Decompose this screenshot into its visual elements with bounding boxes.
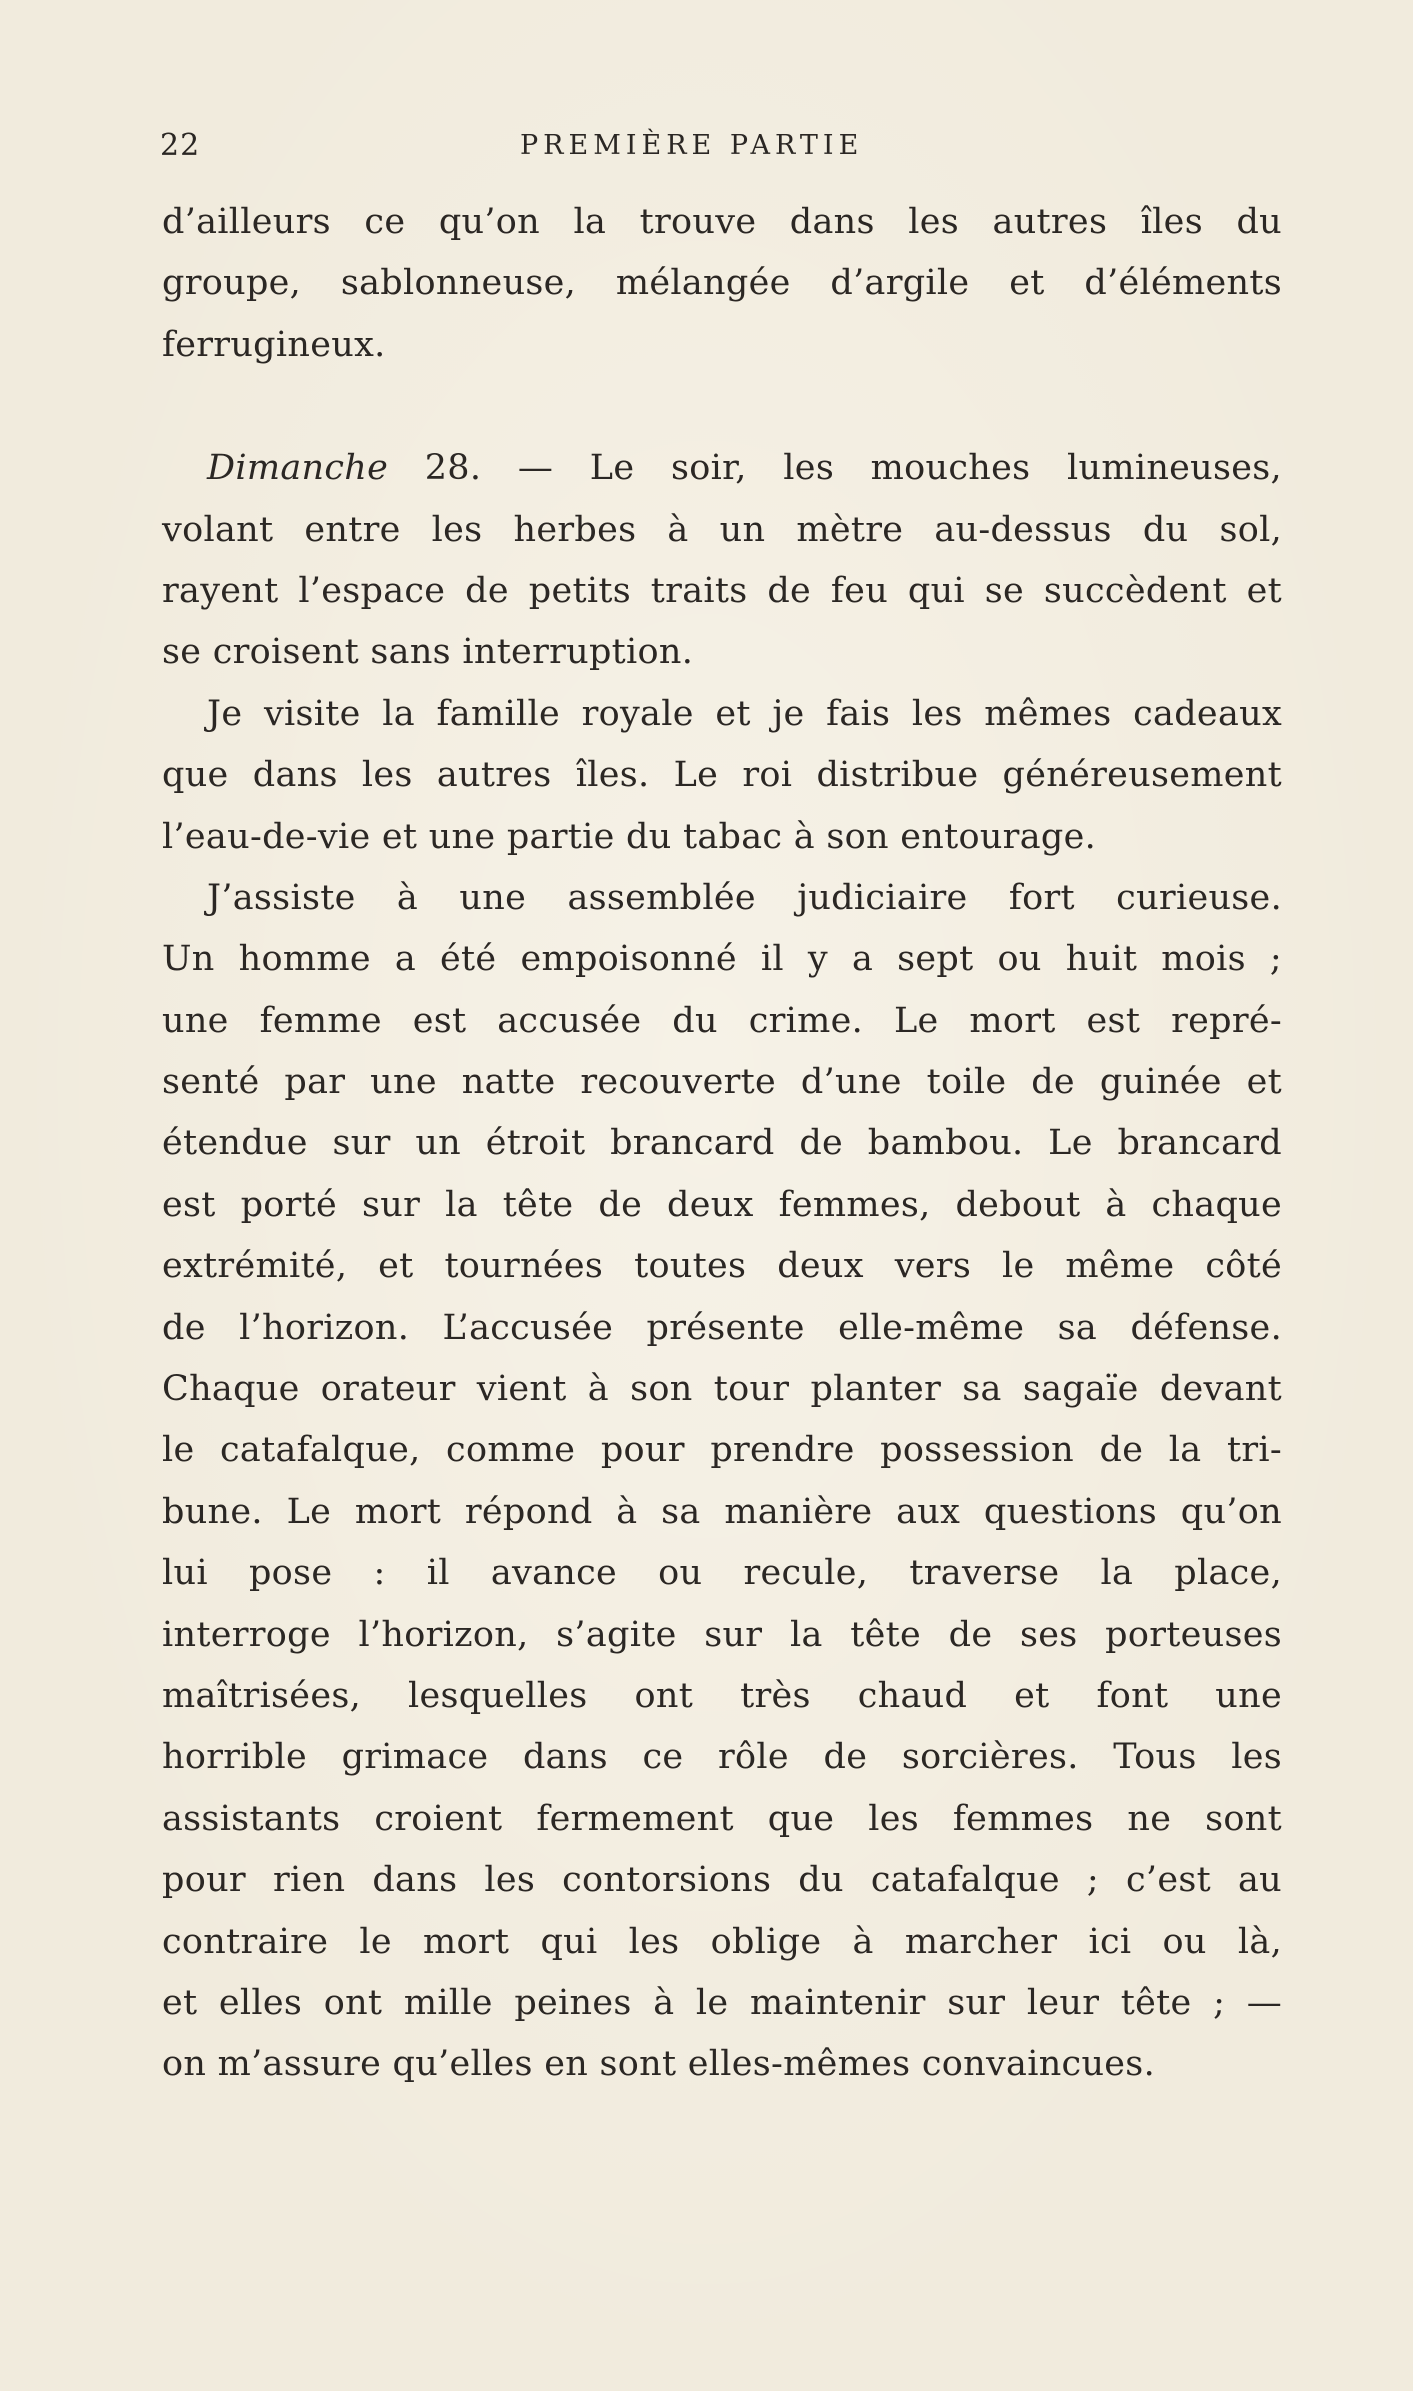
text-line: d’ailleurs ce qu’on la trouve dans les autres îles du <box>162 202 1282 242</box>
text-line: ferrugineux. <box>162 324 386 365</box>
text-line: que dans les autres îles. Le roi distribue généreusement <box>162 755 1282 796</box>
text-line: est porté sur la tête de deux femmes, debout à chaque <box>162 1184 1282 1225</box>
text-line: une femme est accusée du crime. Le mort est repré- <box>162 1000 1282 1041</box>
text-line: on m’assure qu’elles en sont elles-mêmes convaincues. <box>162 2044 1155 2085</box>
text-line: et elles ont mille peines à le maintenir sur leur tête ; — <box>162 1982 1282 2023</box>
paragraph-dimanche <box>162 438 1282 684</box>
text-line: groupe, sablonneuse, mélangée d’argile et d’éléments <box>162 263 1282 304</box>
text-line: Je visite la famille royale et je fais les mêmes cadeaux <box>207 693 1282 734</box>
text-line: Un homme a été empoisonné il y a sept ou huit mois ; <box>162 939 1282 980</box>
text-line: contraire le mort qui les oblige à marcher ici ou là, <box>162 1921 1282 1962</box>
date-line-rest: 28. — Le soir, les mouches lumineuses, <box>388 448 1282 489</box>
paragraph-continuation <box>162 192 1282 376</box>
text-line: étendue sur un étroit brancard de bambou. Le brancard <box>162 1123 1282 1164</box>
body-text <box>162 192 1282 2096</box>
text-line: le catafalque, comme pour prendre possession de la tri- <box>162 1430 1282 1471</box>
text-line: assistants croient fermement que les femmes ne sont <box>162 1798 1282 1839</box>
text-line: extrémité, et tournées toutes deux vers le même côté <box>162 1246 1282 1287</box>
text-line: horrible grimace dans ce rôle de sorcières. Tous les <box>162 1737 1282 1778</box>
text-line: se croisent sans interruption. <box>162 632 694 673</box>
text-line: bune. Le mort répond à sa manière aux questions qu’on <box>162 1491 1282 1532</box>
text-line: maîtrisées, lesquelles ont très chaud et font une <box>162 1675 1282 1716</box>
date-label: Dimanche <box>207 448 389 489</box>
page-number: 22 <box>160 128 201 163</box>
paragraph-judicial-assembly <box>162 868 1282 2096</box>
text-line: lui pose : il avance ou recule, traverse la place, <box>162 1553 1282 1594</box>
text-line: senté par une natte recouverte d’une toile de guinée et <box>162 1062 1282 1103</box>
running-title: PREMIÈRE PARTIE <box>520 130 864 161</box>
text-line: Chaque orateur vient à son tour planter sa sagaïe devant <box>162 1369 1282 1410</box>
text-line: rayent l’espace de petits traits de feu qui se succèdent et <box>162 570 1282 611</box>
text-line: de l’horizon. L’accusée présente elle-même sa défense. <box>162 1307 1282 1348</box>
text-line: J’assiste à une assemblée judiciaire fort curieuse. <box>207 877 1282 918</box>
text-line: volant entre les herbes à un mètre au-dessus du sol, <box>162 509 1282 550</box>
paragraph-gap <box>162 376 1282 438</box>
text-line: l’eau-de-vie et une partie du tabac à son entourage. <box>162 816 1097 857</box>
page-header <box>160 128 1260 172</box>
text-line: pour rien dans les contorsions du catafalque ; c’est au <box>162 1860 1282 1901</box>
text-line <box>162 438 1282 499</box>
text-line: interroge l’horizon, s’agite sur la tête de ses porteuses <box>162 1614 1282 1655</box>
paragraph-royal-visit <box>162 684 1282 868</box>
